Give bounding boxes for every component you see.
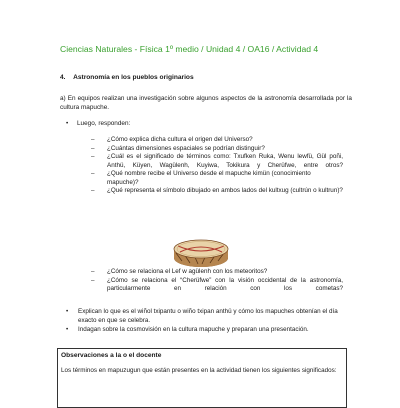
task-item: • Indagan sobre la cosmovisión en la cultura mapuche y preparan una presentación.: [66, 326, 309, 334]
question-item: – ¿Cómo se relaciona el Lef w agülenh con los meteoritos?: [91, 268, 268, 275]
dash-icon: –: [91, 136, 95, 143]
bullet-icon: •: [66, 308, 69, 315]
dash-icon: –: [91, 153, 95, 160]
dash-icon: –: [91, 187, 95, 194]
intro-paragraph: a) En equipos realizan una investigación sobre algunos aspectos de la astronomía desarrollada por la cultura mapuche.: [60, 95, 352, 111]
kultrun-drum-image: [172, 236, 230, 268]
dash-icon: –: [91, 268, 95, 275]
question-item: – ¿Cómo explica dicha cultura el origen del Universo?: [91, 136, 253, 143]
section-title: [60, 74, 194, 81]
dash-icon: –: [91, 170, 95, 177]
task-item: • Explican lo que es el wiñol txipantu o wiño txipan anthü y cómo los mapuches obtenían el día exacto en que se celebra.: [66, 308, 338, 324]
page-header: Ciencias Naturales - Física 1º medio / Unidad 4 / OA16 / Actividad 4: [60, 44, 319, 54]
question-item: – ¿Cuántas dimensiones espaciales se podrían distinguir?: [91, 144, 265, 152]
question-item: – ¿Cuál es el significado de términos como: Txufken Ruka, Wenu lewfü, Gül poñi, Anthü, Küyen, Wagülenh, Kuyiwa, Tokikura y Cherüfwe, entre otros?: [91, 153, 343, 169]
observations-body: Los términos en mapuzugun que están presentes en la actividad tienen los siguientes significados:: [61, 367, 337, 374]
luego-label: Luego, responden:: [77, 120, 131, 127]
task-list: [66, 308, 356, 336]
section-title-text: Astronomía en los pueblos originarios: [73, 74, 194, 81]
observations-title: Observaciones a la o el docente: [61, 352, 162, 359]
bullet-icon: •: [66, 120, 69, 127]
observations-box: [57, 348, 347, 408]
question-item: – ¿Cómo se relaciona el “Cherüfwe” con la visión occidental de la astronomía, particularmente en relación con los cometas?: [91, 276, 343, 292]
section-number: 4.: [60, 74, 66, 81]
question-item: – ¿Qué nombre recibe el Universo desde el mapuche kimün (conocimiento mapuche)?: [91, 170, 311, 186]
dash-icon: –: [91, 144, 95, 152]
bullet-icon: •: [66, 326, 69, 334]
question-list-a: [91, 136, 343, 196]
question-list-b: [91, 268, 343, 294]
question-item: – ¿Qué representa el símbolo dibujado en ambos lados del kultxug (cultrún o kultrun)?: [91, 187, 343, 194]
dash-icon: –: [91, 276, 95, 284]
